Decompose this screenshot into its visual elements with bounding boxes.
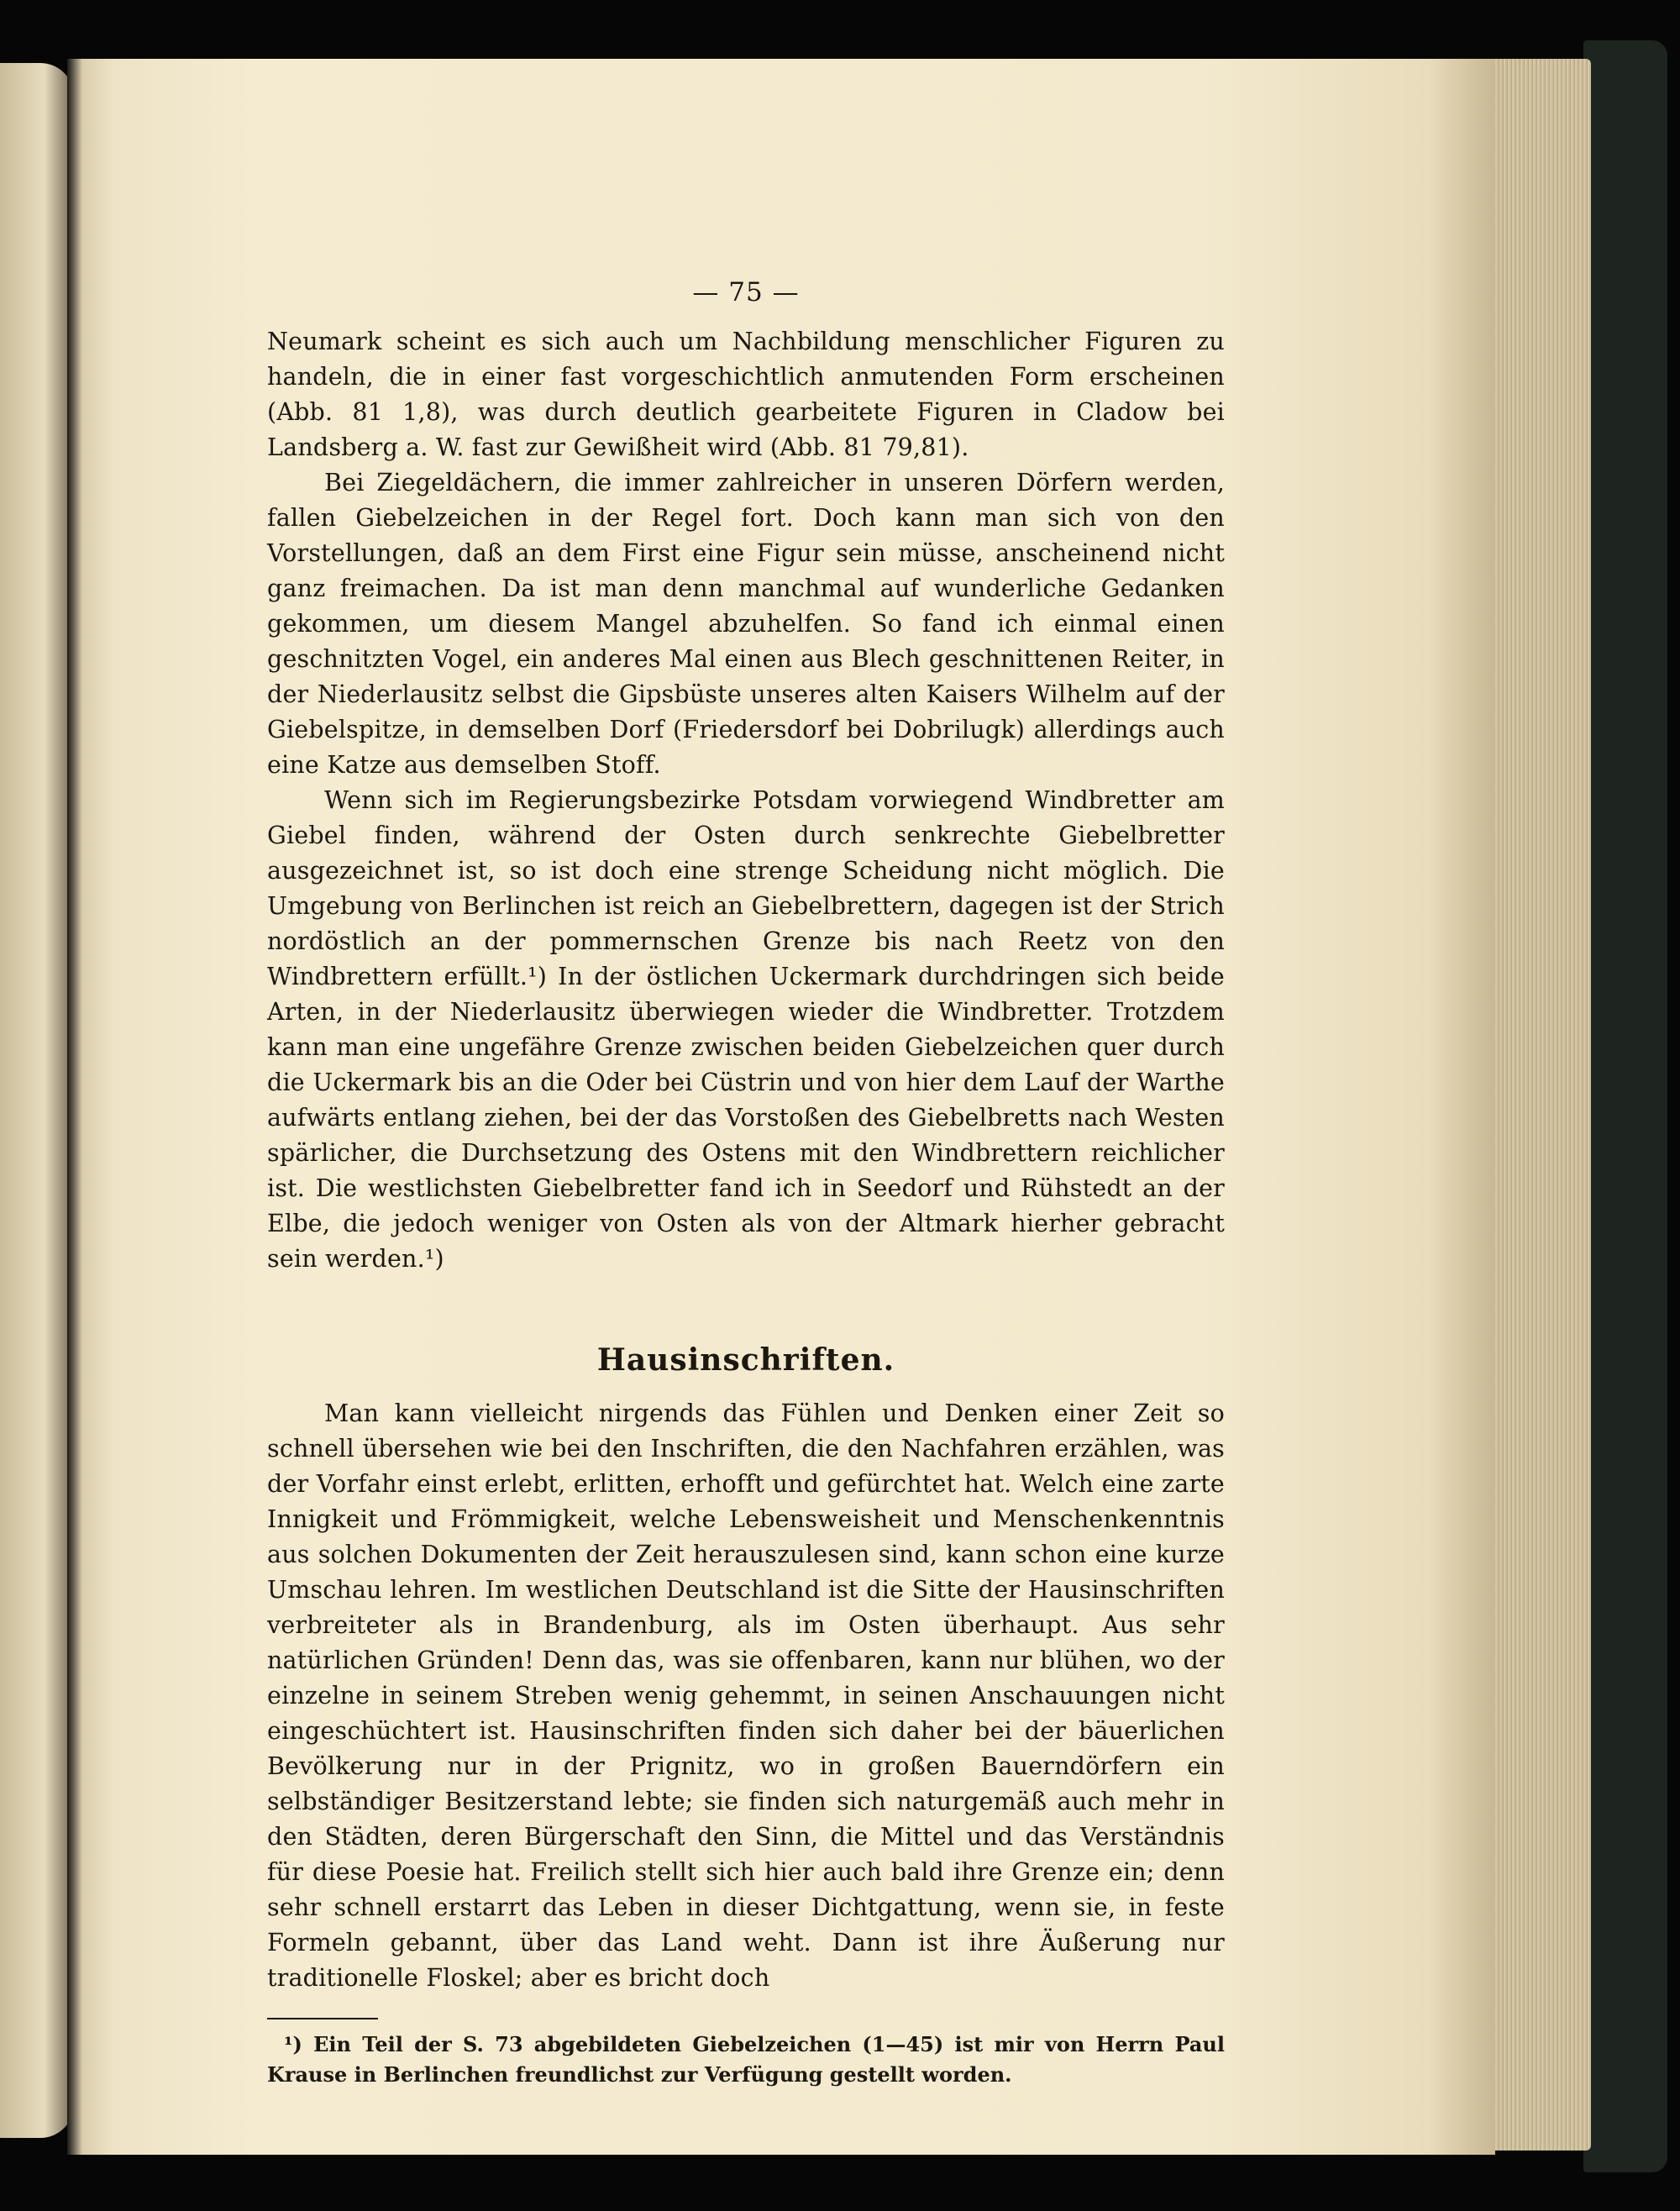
- paragraph-1: Neumark scheint es sich auch um Nachbildung menschlicher Figuren zu handeln, die in einer fast vorgeschichtlich anmutenden Form erscheinen (Abb. 81 1,8), was durch deutlich gearbeitete Figuren in Cladow bei Landsberg a. W. fast zur Gewißheit wird (Abb. 81 79,81).: [267, 328, 1225, 461]
- page-gutter-shadow: [67, 59, 82, 2155]
- facing-page-edge: [0, 63, 74, 2138]
- paragraph-3: Wenn sich im Regierungsbezirke Potsdam vorwiegend Windbretter am Giebel finden, während der Osten durch senkrechte Giebelbretter ausgezeichnet ist, so ist doch eine strenge Scheidung nicht möglich. Die Umgebung von Berlinchen ist reich an Giebelbrettern, dagegen ist der Strich nordöstlich an der pommernschen Grenze bis nach Reetz von den Windbrettern erfüllt.¹) In der östlichen Uckermark durchdringen sich beide Arten, in der Niederlausitz überwiegen wieder die Windbretter. Trotzdem kann man eine ungefähre Grenze zwischen beiden Giebelzeichen quer durch die Uckermark bis an die Oder bei Cüstrin und von hier dem Lauf der Warthe aufwärts entlang ziehen, bei der das Vorstoßen des Giebelbretts nach Westen spärlicher, die Durchsetzung des Ostens mit den Windbrettern reichlicher ist. Die westlichsten Giebelbretter fand ich in Seedorf und Rühstedt an der Elbe, die jedoch weniger von Osten als von der Altmark hierher gebracht sein werden.¹): [267, 786, 1225, 1273]
- paragraph-4: Man kann vielleicht nirgends das Fühlen und Denken einer Zeit so schnell übersehen wie bei den Inschriften, die den Nachfahren erzählen, was der Vorfahr einst erlebt, erlitten, erhofft und gefürchtet hat. Welch eine zarte Innigkeit und Frömmigkeit, welche Lebensweisheit und Menschenkenntnis aus solchen Dokumenten der Zeit herauszulesen sind, kann schon eine kurze Umschau lehren. Im westlichen Deutschland ist die Sitte der Hausinschriften verbreiteter als in Brandenburg, als im Osten überhaupt. Aus sehr natürlichen Gründen! Denn das, was sie offenbaren, kann nur blühen, wo der einzelne in seinem Streben wenig gehemmt, in seinen Anschauungen nicht eingeschüchtert ist. Hausinschriften finden sich daher bei der bäuerlichen Bevölkerung nur in der Prignitz, wo in großen Bauerndörfern ein selbständiger Besitzerstand lebte; sie finden sich naturgemäß auch mehr in den Städten, deren Bürgerschaft den Sinn, die Mittel und das Verständnis für diese Poesie hat. Freilich stellt sich hier auch bald ihre Grenze ein; denn sehr schnell erstarrt das Leben in dieser Dichtgattung, wenn sie, in feste Formeln gebannt, über das Land weht. Dann ist ihre Äußerung nur traditionelle Floskel; aber es bricht doch: [267, 1400, 1225, 1992]
- paragraph-2: Bei Ziegeldächern, die immer zahlreicher in unseren Dörfern werden, fallen Giebelzeichen in der Regel fort. Doch kann man sich von den Vorstellungen, daß an dem First eine Figur sein müsse, anscheinend nicht ganz freimachen. Da ist man denn manchmal auf wunderliche Gedanken gekommen, um diesem Mangel abzuhelfen. So fand ich einmal einen geschnitzten Vogel, ein anderes Mal einen aus Blech geschnittenen Reiter, in der Niederlausitz selbst die Gipsbüste unseres alten Kaisers Wilhelm auf der Giebelspitze, in demselben Dorf (Friedersdorf bei Dobrilugk) allerdings auch eine Katze aus demselben Stoff.: [267, 469, 1225, 779]
- footnote-rule: [267, 2018, 378, 2019]
- section-heading: Hausinschriften.: [596, 1342, 895, 1378]
- footnote: ¹) Ein Teil der S. 73 abgebildeten Giebelzeichen (1—45) ist mir von Herrn Paul Krause in Berlinchen freundlichst zur Verfügung gestellt worden.: [267, 2032, 1225, 2087]
- page-edges: [1480, 59, 1591, 2151]
- page-number: — 75 —: [692, 277, 800, 307]
- book-cover-edge: [1583, 40, 1667, 2172]
- page-content: [267, 277, 1225, 2090]
